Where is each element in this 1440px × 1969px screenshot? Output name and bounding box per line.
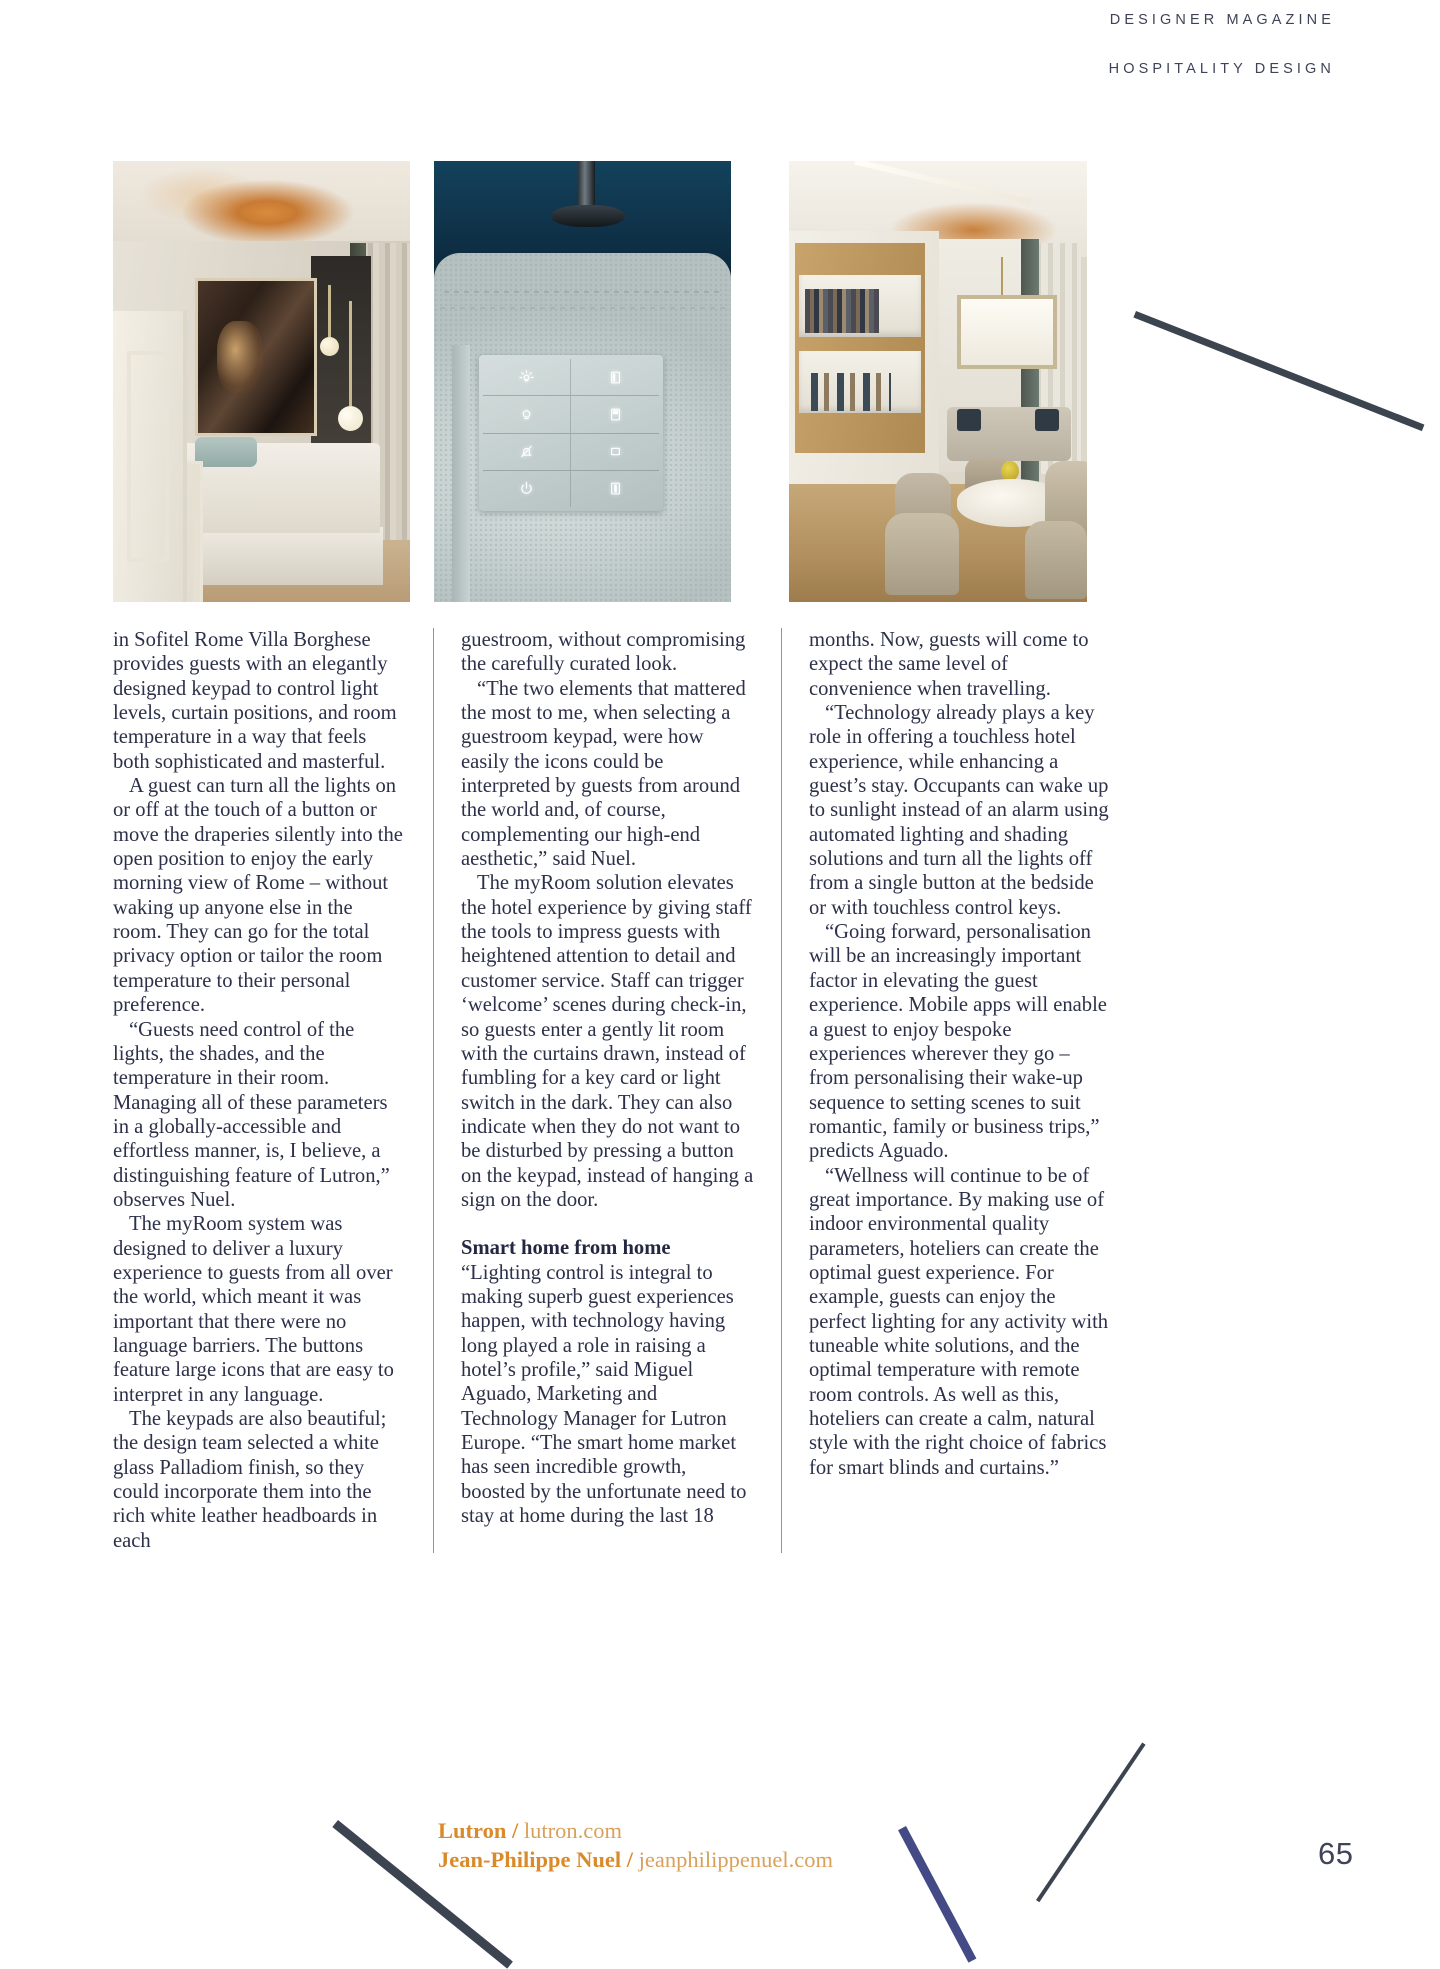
text-column-1: [113, 628, 433, 1553]
bright-light-icon: [518, 369, 535, 386]
sofa-cushion-left: [957, 409, 981, 431]
shade-half-icon: [607, 406, 624, 423]
keypad-button-power-off[interactable]: [483, 471, 571, 507]
framed-artwork: [957, 295, 1057, 369]
paragraph: “The two elements that mattered the most to me, when selecting a guestroom keypad, were how easily the icons could be interpreted by guests from around the world and, of course, complementing our high-end aesthetic,” said Nuel.: [461, 677, 746, 871]
paragraph: guestroom, without compromising the carefully curated look.: [461, 629, 746, 676]
paragraph: The myRoom system was designed to deliver a luxury experience to guests from all over the world, which meant it was important that there were no language barriers. The buttons feature large icons that are easy to interpret in any language.: [113, 1213, 394, 1406]
decor-objects: [811, 373, 891, 411]
painted-ceiling: [113, 161, 410, 247]
table-flower-vase: [1001, 461, 1019, 481]
shade-open-icon: [607, 369, 624, 386]
keypad-button-shade-half[interactable]: [571, 396, 659, 433]
sofa-cushion-right: [1035, 409, 1059, 431]
text-column-2: [433, 628, 781, 1553]
paragraph: “Guests need control of the lights, the shades, and the temperature in their room. Managing all of these parameters in a globally-accessible and effortless manner, is, I believe, a distinguishing feature of Lutron,” observes Nuel.: [113, 1018, 390, 1211]
bed-cushion: [195, 437, 257, 467]
text-column-3: [781, 628, 1109, 1553]
paragraph: in Sofitel Rome Villa Borghese provides guests with an elegantly designed keypad to control light levels, curtain positions, and room temperature in a way that feels both sophisticated and masterful.: [113, 629, 397, 773]
credit-designer-separator: /: [621, 1847, 639, 1872]
keypad-column-left: [483, 359, 571, 507]
keypad-button-dim-light[interactable]: [483, 396, 571, 433]
credit-designer: [438, 1845, 833, 1874]
photo-strip: [113, 161, 1329, 602]
paragraph: “Technology already plays a key role in offering a touchless hotel experience, while enhancing a guest’s stay. Occupants can wake up to sunlight instead of an alarm using automated lighting and shading solutions and turn all the lights off from a single button at the bedside or with touchless control keys.: [809, 702, 1109, 919]
pendant-lamp-large: [349, 301, 352, 406]
bedroom-artwork: [195, 278, 317, 436]
decorative-diagonal-bottom-mid: [898, 1826, 976, 1963]
headboard-stitching-second: [440, 307, 725, 309]
paragraph: “Going forward, personalisation will be an increasingly important factor in elevating the guest experience. Mobile apps will enable a guest to enjoy bespoke experiences wherever they go – from personalising their wake-up sequence to setting scenes to suit romantic, family or business trips,” predicts Aguado.: [809, 921, 1107, 1163]
photo-lutron-keypad: [434, 161, 731, 602]
page-number: 65: [1318, 1836, 1354, 1871]
dining-chair-front-left: [885, 513, 959, 595]
pendant-lamp-small: [328, 285, 331, 337]
headboard-stitching-top: [444, 291, 721, 293]
credit-brand-separator: /: [506, 1818, 524, 1843]
paragraph: “Lighting control is integral to making superb guest experiences happen, with technology having long played a role in raising a hotel’s profile,” said Miguel Aguado, Marketing and Technology Manager for Lutron Europe. “The smart home market has seen incredible growth, boosted by the unfortunate need to stay at home during the last 18: [461, 1261, 747, 1528]
keypad-button-shade-closed[interactable]: [571, 434, 659, 471]
paragraph: A guest can turn all the lights on or off at the touch of a button or move the draperies silently into the open position to enjoy the early morning view of Rome – without waking up anyone else in the room. They can go for the total privacy option or tailor the room temperature to their personal preference.: [113, 775, 403, 1017]
article-body: [113, 628, 1330, 1553]
bedside-lamp-base: [551, 205, 625, 227]
credit-designer-name: Jean-Philippe Nuel: [438, 1847, 622, 1872]
sheer-shade-icon: [607, 480, 624, 497]
dining-chair-front-right: [1025, 521, 1087, 599]
shade-closed-icon: [607, 443, 624, 460]
credit-brand: [438, 1816, 833, 1845]
credit-brand-url[interactable]: lutron.com: [523, 1818, 622, 1843]
credit-designer-url[interactable]: jeanphilippenuel.com: [638, 1847, 833, 1872]
running-head-magazine: DESIGNER MAGAZINE: [1109, 12, 1335, 28]
keypad-button-do-not-disturb[interactable]: [483, 434, 571, 471]
photo-suite-lounge: [789, 161, 1087, 602]
article-credits: [438, 1816, 833, 1874]
pendant-light-rod: [1001, 257, 1003, 299]
keypad-button-sheer-shade[interactable]: [571, 471, 659, 507]
do-not-disturb-icon: [518, 443, 535, 460]
paragraph: The keypads are also beautiful; the design team selected a white glass Palladiom finish, so they could incorporate them into the rich white leather headboards in each: [113, 1408, 387, 1552]
keypad-column-right: [571, 359, 659, 507]
photo-hotel-bedroom: [113, 161, 410, 602]
credit-brand-name: Lutron: [438, 1818, 507, 1843]
keypad-button-bright-light[interactable]: [483, 359, 571, 396]
bed-skirt: [173, 527, 383, 585]
running-head-section: HOSPITALITY DESIGN: [1108, 61, 1335, 77]
paragraph: months. Now, guests will come to expect the same level of convenience when travelling.: [809, 629, 1089, 700]
bedroom-door: [113, 311, 187, 602]
keypad-button-shade-open[interactable]: [571, 359, 659, 396]
palladiom-keypad[interactable]: [479, 355, 663, 511]
decorative-page-slash: [1036, 1742, 1145, 1901]
headboard-edge: [452, 345, 470, 602]
paragraph: “Wellness will continue to be of great importance. By making use of indoor environmental quality parameters, hoteliers can create the optimal guest experience. For example, guests can enjoy the perfect lighting for any activity with tuneable white solutions, and the optimal temperature with remote room controls. As well as this, hoteliers can create a calm, natural style with the right choice of fabrics for smart blinds and curtains.”: [809, 1164, 1109, 1479]
power-off-icon: [518, 480, 535, 497]
dim-light-icon: [518, 406, 535, 423]
books-on-shelf: [805, 289, 879, 333]
paragraph: The myRoom solution elevates the hotel experience by giving staff the tools to impress guests with heightened attention to detail and customer service. Staff can trigger ‘welcome’ scenes during check-in, so guests enter a gently lit room with the curtains drawn, instead of fumbling for a key card or light switch in the dark. They can also indicate when they do not want to be disturbed by pressing a button on the keypad, instead of hanging a sign on the door.: [461, 872, 754, 1211]
subheading-smart-home: Smart home from home: [461, 1237, 671, 1260]
